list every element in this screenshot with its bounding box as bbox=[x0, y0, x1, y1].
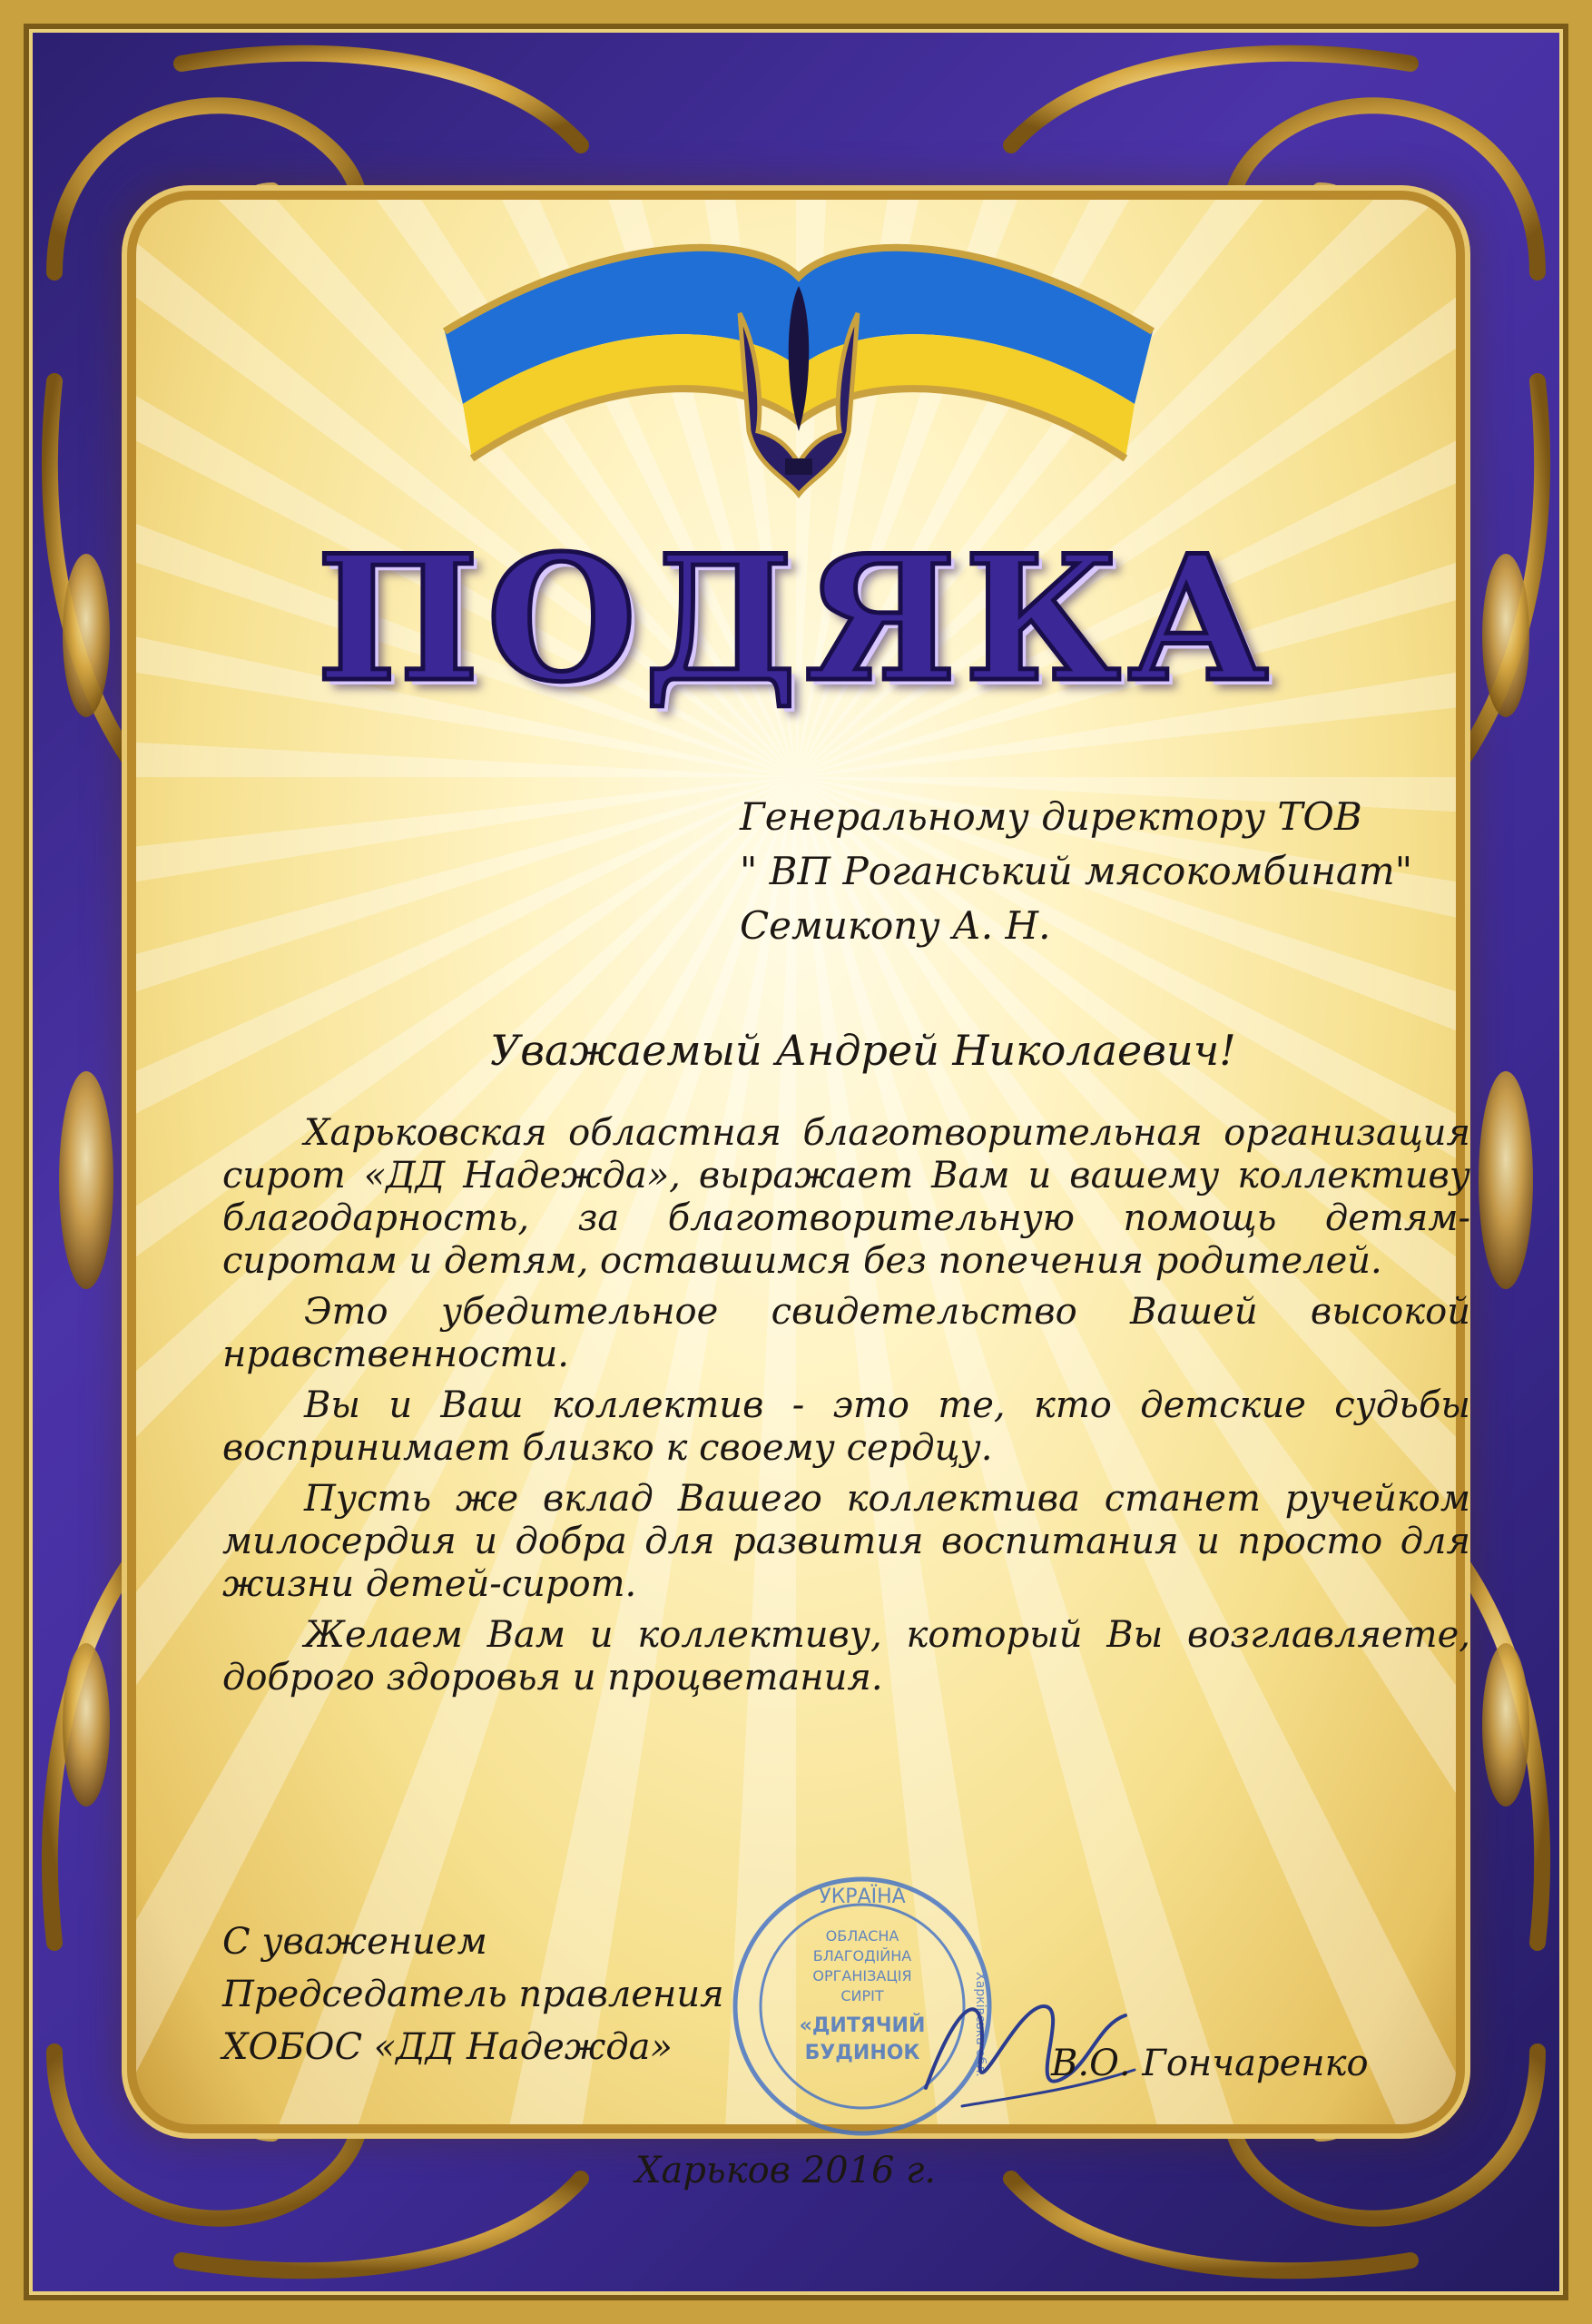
page-title: ПОДЯКА bbox=[316, 517, 1276, 720]
signature-line: ХОБОС «ДД Надежда» bbox=[222, 2026, 673, 2068]
letter-body bbox=[222, 1112, 1470, 1708]
paragraph: Харьковская областная благотворительная организация сирот «ДД Надежда», выражает Вам и вашему коллективу благодарность, за благотворительную помощь детям-сиротам и детям, оставшимся без попечения родителей. bbox=[222, 1112, 1470, 1282]
paragraph: Пусть же вклад Вашего коллектива станет ручейком милосердия и добра для развития воспитания и просто для жизни детей-сирот. bbox=[222, 1478, 1470, 1605]
stamp-line: ОРГАНІЗАЦІЯ bbox=[812, 1967, 912, 1984]
addressee-line: " ВП Роганський мясокомбинат" bbox=[740, 849, 1413, 893]
stamp-line: БУДИНОК bbox=[804, 2042, 920, 2064]
paragraph: Вы и Ваш коллектив - это те, кто детские судьбы воспринимает близко к своему сердцу. bbox=[222, 1384, 1470, 1469]
signer-name: В.О. Гончаренко bbox=[1051, 2043, 1369, 2084]
signature-block bbox=[222, 1915, 724, 2073]
trident-icon bbox=[722, 277, 876, 504]
stamp-line: «ДИТЯЧИЙ bbox=[799, 2014, 926, 2037]
stamp-line: ОБЛАСНА bbox=[825, 1927, 899, 1945]
signature-line: С уважением bbox=[222, 1921, 487, 1963]
addressee-line: Семикопу А. Н. bbox=[740, 903, 1051, 948]
stamp-side-text: Харківська обл. bbox=[973, 1972, 988, 2077]
greeting: Уважаемый Андрей Николаевич! bbox=[490, 1026, 1236, 1075]
place-date: Харьков 2016 г. bbox=[635, 2150, 937, 2191]
stamp-line: СИРІТ bbox=[840, 1987, 884, 2004]
paragraph: Желаем Вам и коллективу, который Вы возглавляете, доброго здоровья и процветания. bbox=[222, 1614, 1470, 1699]
addressee-block bbox=[740, 790, 1412, 953]
stamp-outer-text: УКРАЇНА bbox=[819, 1886, 906, 1908]
stamp-line: БЛАГОДІЙНА bbox=[812, 1947, 912, 1965]
paragraph: Это убедительное свидетельство Вашей высокой нравственности. bbox=[222, 1291, 1470, 1375]
addressee-line: Генеральному директору ТОВ bbox=[740, 794, 1362, 839]
signature-line: Председатель правления bbox=[222, 1974, 724, 2015]
